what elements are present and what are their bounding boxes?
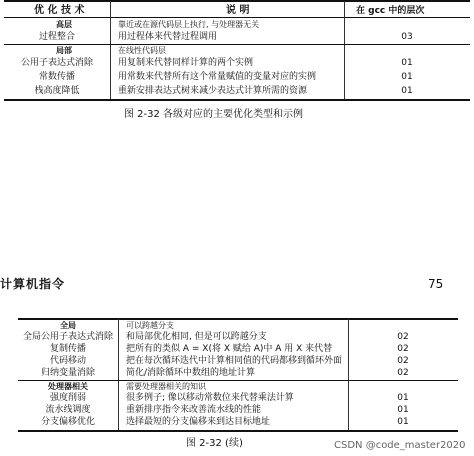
table-row-description: 选择最短的分支偏移来到达目标地址	[126, 417, 271, 427]
top-table-rule-bottom	[4, 99, 470, 101]
section-label: 高层	[56, 20, 72, 29]
table-row-technique: 全局公用子表达式消除	[22, 332, 113, 342]
page-break	[0, 232, 474, 252]
table-row-description: 把在每次循环迭代中计算相同值的代码都移到循环外面	[126, 356, 343, 366]
table-row-level: 02	[397, 368, 409, 378]
table-row-technique: 分支偏移优化	[40, 417, 95, 427]
section-label: 全局	[60, 321, 76, 330]
table-row-description: 重新安排表达式树来减少表达式计算所需的资源	[118, 86, 308, 96]
section-rule	[18, 380, 458, 381]
table-row-technique: 复制传播	[49, 344, 86, 354]
table-row-description: 重新排序指令来改善流水线的性能	[126, 405, 262, 415]
table-row-level: 01	[401, 72, 413, 82]
header-technique: 优 化 技 术	[34, 5, 85, 16]
table-row-technique: 过程整合	[38, 32, 75, 42]
table-row-technique: 公用子表达式消除	[20, 58, 93, 68]
table-row-level: 02	[397, 344, 409, 354]
section-label: 局部	[56, 46, 72, 55]
table-row-description: 用过程体来代替过程调用	[118, 32, 218, 42]
table-row-description: 用复制来代替同样计算的两个实例	[118, 58, 254, 68]
column-divider	[344, 1, 345, 99]
table-row-technique: 流水线调度	[45, 405, 91, 415]
figure-caption: 图 2-32 各级对应的主要优化类型和示例	[124, 109, 304, 120]
table-row-level: 01	[397, 405, 409, 415]
section-description: 在线性代码层	[118, 46, 166, 55]
section-description: 需要处理器相关的知识	[126, 382, 206, 391]
bottom-table-rule-bottom	[18, 430, 458, 432]
column-divider	[110, 1, 111, 99]
table-row-technique: 强度削弱	[49, 393, 86, 403]
figure-caption: 图 2-32 (续)	[186, 438, 243, 449]
column-divider	[118, 319, 119, 431]
table-row-technique: 常数传播	[38, 72, 75, 82]
page-number: 75	[428, 277, 444, 291]
table-row-level: 03	[401, 32, 413, 42]
section-description: 靠近或在源代码层上执行, 与处理器无关	[118, 20, 260, 29]
table-row-description: 把所有的类似 A = X(将 X 赋给 A)中 A 用 X 来代替	[126, 344, 333, 354]
section-description: 可以跨越分支	[126, 321, 174, 330]
table-row-technique: 归纳变量消除	[40, 368, 95, 378]
section-rule	[4, 44, 470, 45]
watermark: CSDN @code_master2020	[334, 440, 466, 451]
table-row-level: 01	[397, 417, 409, 427]
table-row-description: 简化/消除循环中数组的地址计算	[126, 368, 256, 378]
table-row-description: 和局部优化相同, 但是可以跨越分支	[126, 332, 267, 342]
top-table-rule-top	[4, 0, 470, 2]
table-row-description: 很多例子; 像以移动常数位来代替乘法计算	[126, 393, 294, 403]
table-row-technique: 代码移动	[49, 356, 86, 366]
header-rule	[4, 17, 470, 18]
table-row-technique: 栈高度降低	[34, 86, 80, 96]
bottom-table-rule-top	[18, 318, 458, 320]
table-row-level: 01	[401, 58, 413, 68]
table-row-level: 01	[397, 393, 409, 403]
header-description: 说 明	[226, 5, 250, 16]
table-row-level: 02	[397, 332, 409, 342]
table-row-level: 02	[397, 356, 409, 366]
table-row-description: 用常数来代替所有这个常量赋值的变量对应的实例	[118, 72, 317, 82]
page-title: 计算机指令	[0, 277, 66, 291]
table-row-level: 01	[401, 86, 413, 96]
section-label: 处理器相关	[48, 382, 88, 391]
header-level: 在 gcc 中的层次	[356, 6, 425, 16]
